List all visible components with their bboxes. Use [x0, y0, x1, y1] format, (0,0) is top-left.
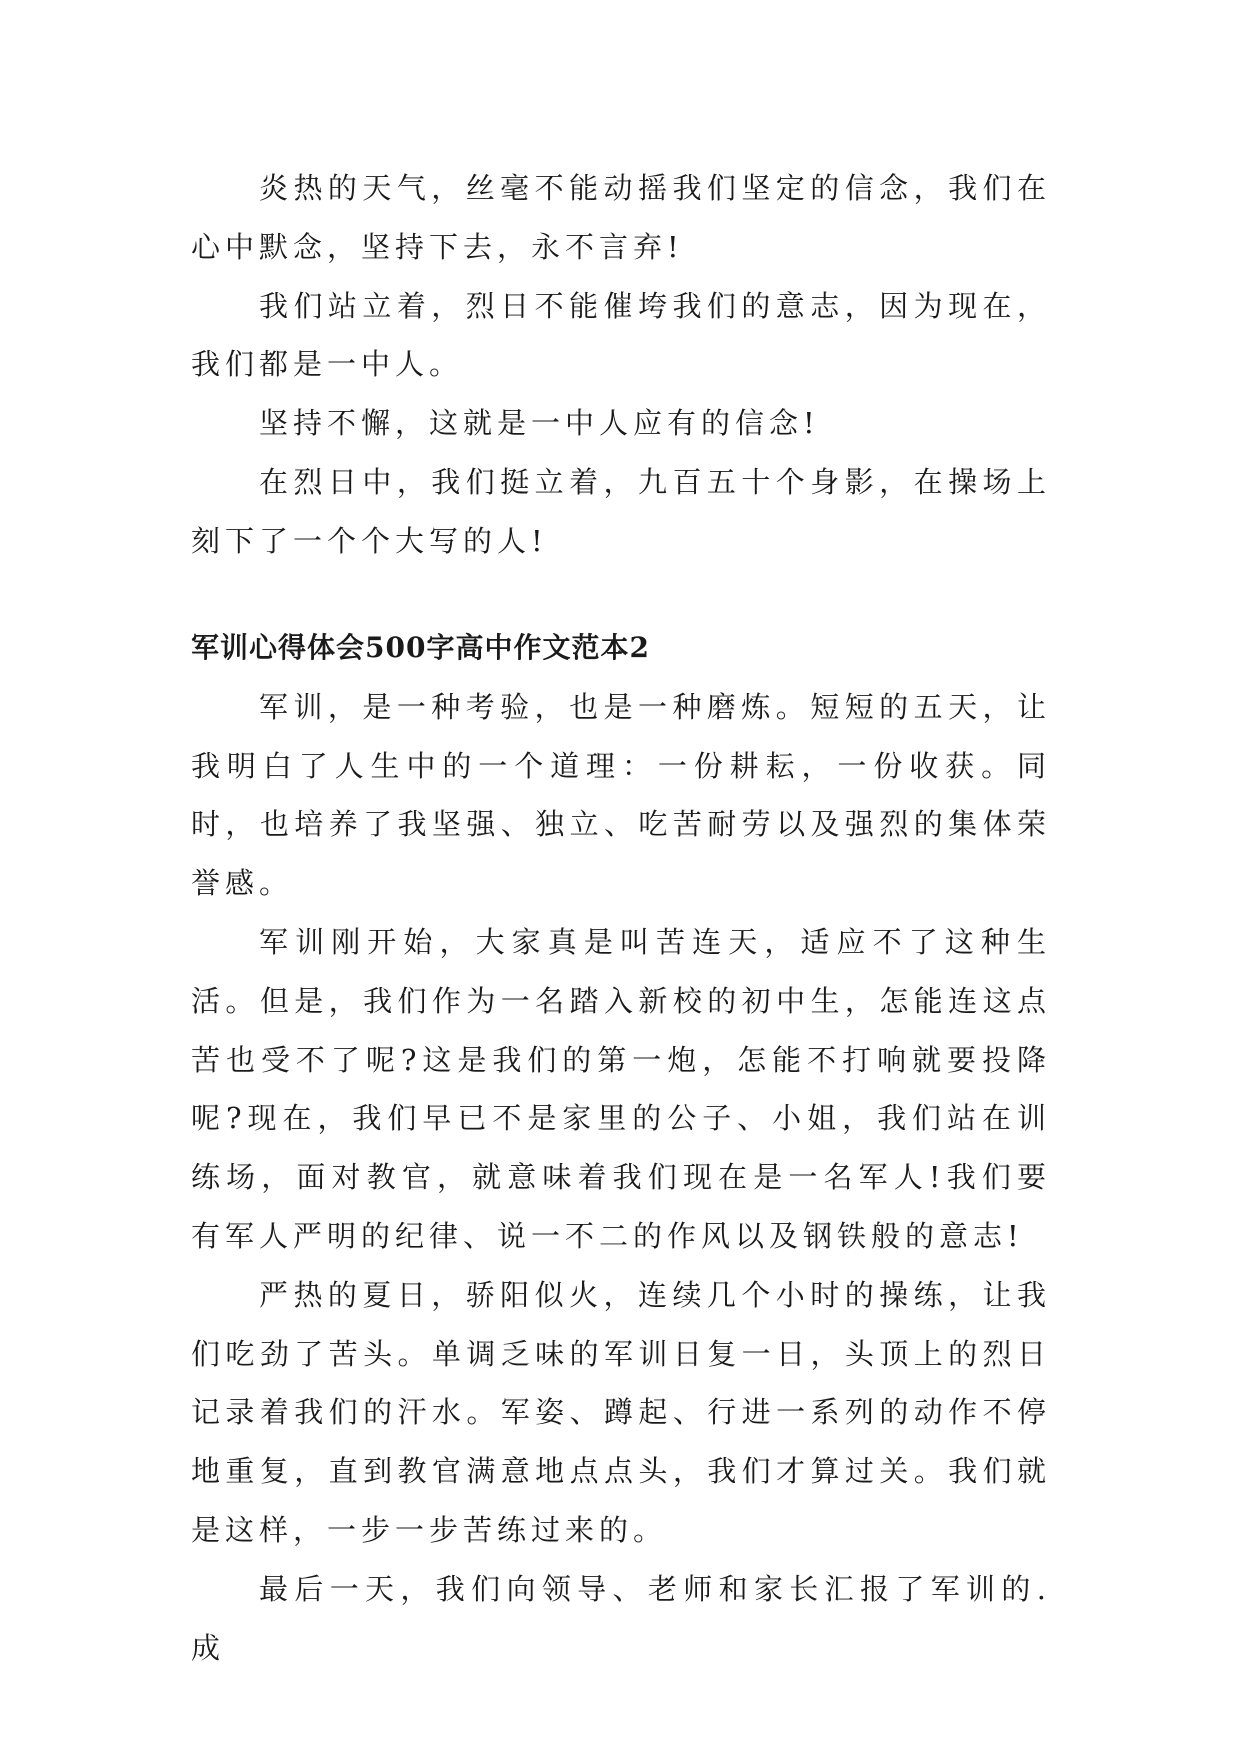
paragraph: 军训刚开始，大家真是叫苦连天，适应不了这种生活。但是，我们作为一名踏入新校的初中生，怎能连这点苦也受不了呢?这是我们的第一炮，怎能不打响就要投降呢?现在，我们早已不是家里的公子、小姐，我们站在训练场，面对教官，就意味着我们现在是一名军人!我们要有军人严明的纪律、说一不二的作风以及钢铁般的意志! [191, 924, 1051, 1253]
paragraph: 坚持不懈，这就是一中人应有的信念! [259, 406, 820, 441]
paragraph: 最后一天，我们向领导、老师和家长汇报了军训的.成 [191, 1571, 1051, 1665]
paragraph: 军训，是一种考验，也是一种磨炼。短短的五天，让我明白了人生中的一个道理：一份耕耘，一份收获。同时，也培养了我坚强、独立、吃苦耐劳以及强烈的集体荣誉感。 [191, 689, 1051, 901]
section-title: 军训心得体会500字高中作文范本2 [191, 631, 650, 664]
paragraph: 我们站立着，烈日不能催垮我们的意志，因为现在，我们都是一中人。 [191, 288, 1051, 382]
paragraph: 严热的夏日，骄阳似火，连续几个小时的操练，让我们吃劲了苦头。单调乏味的军训日复一日，头顶上的烈日记录着我们的汗水。军姿、蹲起、行进一系列的动作不停地重复，直到教官满意地点点头，我们才算过关。我们就是这样，一步一步苦练过来的。 [191, 1277, 1051, 1547]
paragraph: 在烈日中，我们挺立着，九百五十个身影，在操场上刻下了一个个大写的人! [191, 464, 1051, 558]
intro-text-block [191, 159, 1051, 571]
paragraph: 炎热的天气，丝毫不能动摇我们坚定的信念，我们在心中默念，坚持下去，永不言弃! [191, 171, 1051, 264]
essay-section [191, 619, 1051, 1677]
